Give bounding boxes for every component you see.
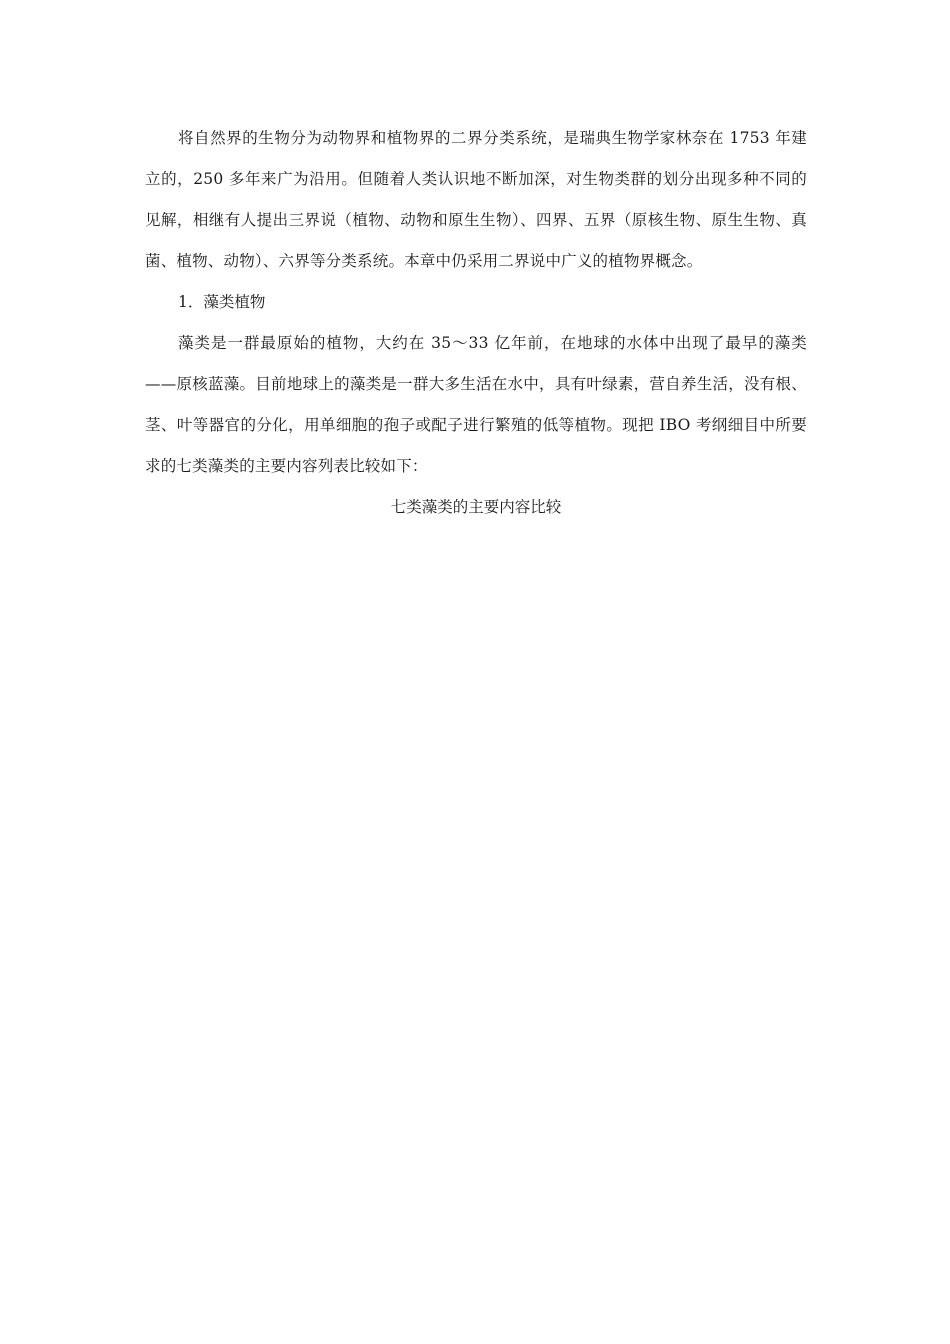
table-caption: 七类藻类的主要内容比较 (390, 498, 562, 516)
document-body (145, 118, 807, 528)
section-heading: 1．藻类植物 (178, 293, 266, 311)
algae-paragraph: 藻类是一群最原始的植物，大约在 35～33 亿年前，在地球的水体中出现了最早的藻类——原核蓝藻。目前地球上的藻类是一群大多生活在水中，具有叶绿素，营自养生活，没有根、茎、叶等器官的分化，用单细胞的孢子或配子进行繁殖的低等植物。现把 IBO 考纲细目中所要求的七类藻类的主要内容列表比较如下： (145, 334, 807, 475)
intro-paragraph: 将自然界的生物分为动物界和植物界的二界分类系统，是瑞典生物学家林奈在 1753 年建立的，250 多年来广为沿用。但随着人类认识地不断加深，对生物类群的划分出现多种不同的见解，相继有人提出三界说（植物、动物和原生生物）、四界、五界（原核生物、原生生物、真菌、植物、动物）、六界等分类系统。本章中仍采用二界说中广义的植物界概念。 (145, 129, 807, 270)
